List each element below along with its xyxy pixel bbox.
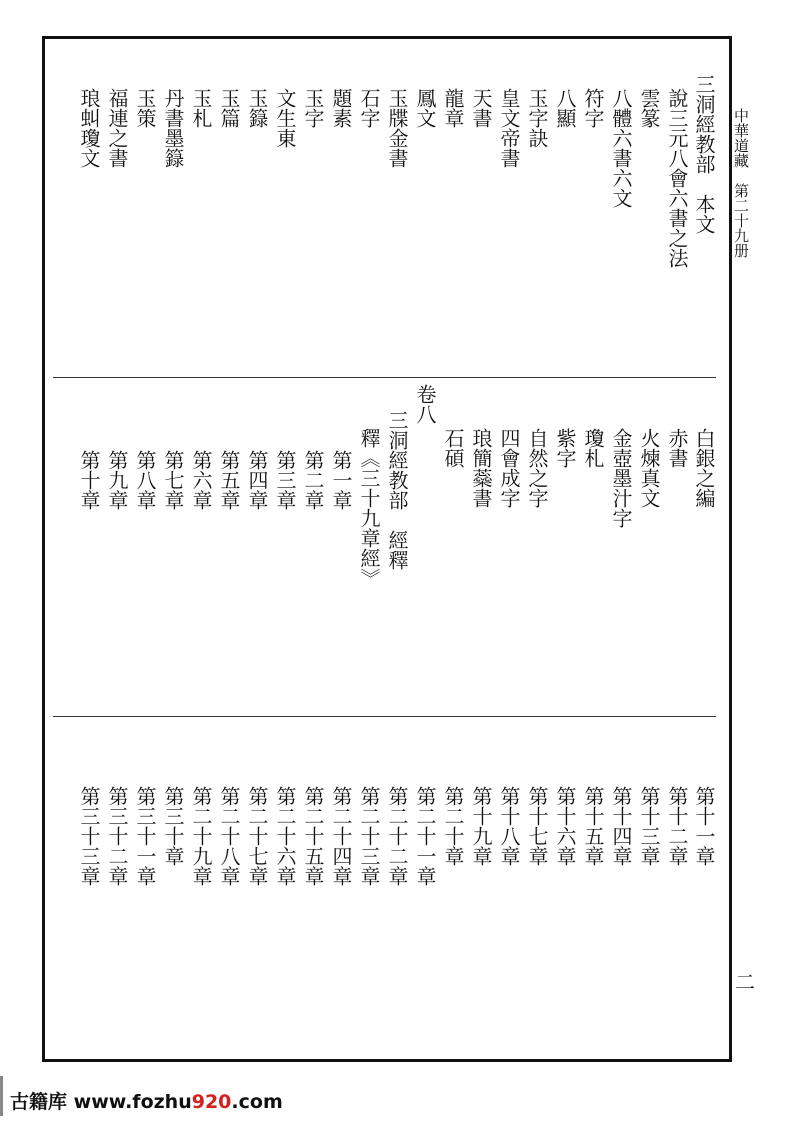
chapter-line: 第十六章 — [553, 786, 577, 866]
entry-line: 玉牒金書 — [385, 88, 409, 168]
chapter-line: 第八章 — [133, 450, 157, 510]
chapter-line: 第二十五章 — [301, 786, 325, 886]
entry-line: 金壺墨汁字 — [609, 428, 633, 528]
chapter-line: 第十四章 — [609, 786, 633, 866]
entry-line: 福連之書 — [105, 88, 129, 168]
chapter-line: 第二十六章 — [273, 786, 297, 886]
section-heading: 三洞經教部 經釋 — [385, 410, 409, 570]
chapter-line: 第三十三章 — [77, 786, 101, 886]
chapter-line: 第二十一章 — [413, 786, 437, 886]
entry-line: 瓊札 — [581, 428, 605, 468]
footer-url-number: 920 — [191, 1091, 232, 1113]
entry-line: 釋《三十九章經》 — [357, 428, 381, 588]
entry-line: 天書 — [469, 88, 493, 128]
entry-line: 石碩 — [441, 428, 465, 468]
chapter-line: 第十三章 — [637, 786, 661, 866]
chapter-line: 第二章 — [301, 450, 325, 510]
entry-line: 白銀之編 — [692, 428, 716, 508]
entry-line: 丹書墨籙 — [161, 88, 185, 168]
entry-line: 皇文帝書 — [497, 88, 521, 168]
entry-line: 四會成字 — [497, 428, 521, 508]
chapter-line: 第十七章 — [525, 786, 549, 866]
entry-line: 玉字訣 — [525, 88, 549, 148]
entry-line: 玉字 — [301, 88, 325, 128]
chapter-line: 第一章 — [329, 450, 353, 510]
entry-line: 八顯 — [553, 88, 577, 128]
chapter-line: 第十八章 — [497, 786, 521, 866]
entry-line: 紫字 — [553, 428, 577, 468]
entry-line: 龍章 — [441, 88, 465, 128]
entry-line: 文生東 — [273, 88, 297, 148]
chapter-line: 第二十七章 — [245, 786, 269, 886]
chapter-line: 第二十九章 — [189, 786, 213, 886]
volume-heading: 卷八 — [413, 384, 437, 424]
footer-divider — [0, 1076, 3, 1116]
chapter-line: 第十五章 — [581, 786, 605, 866]
entry-line: 琅虯瓊文 — [77, 88, 101, 168]
page-number: 二 — [735, 970, 755, 994]
entry-line: 玉策 — [133, 88, 157, 128]
section-divider-1 — [53, 377, 716, 378]
chapter-line: 第九章 — [105, 450, 129, 510]
footer-watermark[interactable] — [10, 1087, 283, 1114]
chapter-line: 第十章 — [77, 450, 101, 510]
entry-line: 題素 — [329, 88, 353, 128]
entry-line: 自然之字 — [525, 428, 549, 508]
chapter-line: 第四章 — [245, 450, 269, 510]
section-divider-2 — [53, 716, 716, 717]
chapter-line: 第三十二章 — [105, 786, 129, 886]
chapter-line: 第三十章 — [161, 786, 185, 866]
chapter-line: 第三十一章 — [133, 786, 157, 886]
entry-line: 八體六書六文 — [609, 88, 633, 208]
chapter-line: 第六章 — [189, 450, 213, 510]
chapter-line: 第二十三章 — [357, 786, 381, 886]
chapter-line: 第二十章 — [441, 786, 465, 866]
footer-url-prefix: www.fozhu — [73, 1091, 192, 1113]
footer-site-name: 古籍库 — [10, 1091, 68, 1113]
entry-line: 玉篇 — [217, 88, 241, 128]
running-title: 中華道藏 第二十九册 — [732, 108, 750, 258]
heading-line: 三洞經教部 本文 — [692, 74, 716, 234]
entry-line: 符字 — [581, 88, 605, 128]
chapter-line: 第二十八章 — [217, 786, 241, 886]
chapter-line: 第二十二章 — [385, 786, 409, 886]
entry-line: 石字 — [357, 88, 381, 128]
chapter-line: 第二十四章 — [329, 786, 353, 886]
chapter-line: 第七章 — [161, 450, 185, 510]
entry-line: 玉籙 — [245, 88, 269, 128]
entry-line: 鳳文 — [413, 88, 437, 128]
chapter-line: 第十九章 — [469, 786, 493, 866]
chapter-line: 第五章 — [217, 450, 241, 510]
chapter-line: 第十一章 — [692, 786, 716, 866]
footer-url-suffix: .com — [231, 1091, 283, 1113]
chapter-line: 第三章 — [273, 450, 297, 510]
entry-line: 琅簡蘂書 — [469, 428, 493, 508]
entry-line: 說三元八會六書之法 — [665, 88, 689, 268]
entry-line: 火煉真文 — [637, 428, 661, 508]
chapter-line: 第十二章 — [665, 786, 689, 866]
entry-line: 赤書 — [665, 428, 689, 468]
entry-line: 玉札 — [189, 88, 213, 128]
entry-line: 雲篆 — [637, 88, 661, 128]
